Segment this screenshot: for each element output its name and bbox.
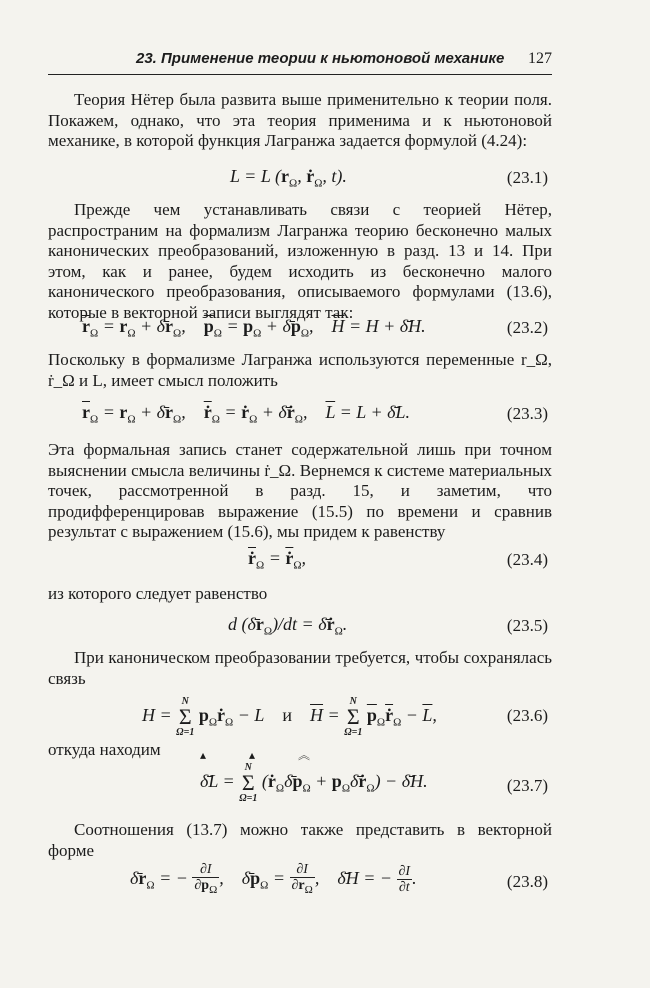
equation-23-2 (48, 316, 552, 344)
equation-23-6-formula: H = N Σ Ω=1 $p_\Omega ṙ_\Omega - L$ и $\overline{H}$ = N Σ Ω=1 $\overline{p}_\Omega\overline{ṙ}_\Omega - \overline{L}$, (142, 696, 437, 738)
equation-23-5-formula: d $(\deltār_\Omega)/dt$ = δ̄ṙ$_\Omega$. (228, 614, 348, 638)
equation-23-1-formula: L = L ($r_\Omega$, ṙ$_\Omega$, t). (230, 166, 347, 190)
equation-23-7 (48, 762, 552, 802)
paragraph-4: Эта формальная запись станет содержательной лишь при точном выяснении смысла величины ṙ_Ω. Вернемся к системе материальных точек, рассмотренной в разд. 15, и заметим, что продифференцировав выражение (15.5) по времени и сравнив результат с выражением (15.6), мы придем к равенству (48, 440, 552, 541)
equation-23-3-formula: $\overline{r}_\Omega = r_\Omega$ + $\deltār_\Omega$, $\overline{ṙ}_\Omega$ = ṙ$_\Omega$ + δ̄ṙ$_\Omega$, $\overline{L} = L$ + δ̄L. (82, 402, 411, 426)
paragraph-1: Теория Нётер была развита выше применительно к теории поля. Покажем, однако, что эта теория применима и к ньютоновой механике, в которой функция Лагранжа задается формулой (4.24): (48, 90, 552, 150)
paragraph-7: откуда находим (48, 740, 161, 759)
stray-print-marks: ▴ ▴ ︽ (200, 748, 331, 762)
section-title: 23. Применение теории к ньютоновой механике (136, 50, 505, 67)
page-number: 127 (528, 50, 552, 67)
equation-23-8-formula: $\deltār_\Omega$ = − $\frac{\partial I}{\partial p_\Omega}$ , $\deltāp_\Omega$ = $\frac{\partial I}{\partial r_\Omega}$ , δ̄H = − $\frac{\partial I}{\partial t}$ . (130, 862, 417, 896)
paragraph-6: При каноническом преобразовании требуется, чтобы сохранялась связь (48, 648, 552, 688)
equation-23-4-formula: $\overline{ṙ}_\Omega = \overline{ṙ}_\Omega$, (248, 548, 307, 572)
equation-23-2-formula: $\overline{r}_\Omega = r_\Omega$ + $\deltār_\Omega$, $\overline{p}_\Omega = p_\Omega$ + $\deltāp_\Omega$, $\overline{H} = H$ + δ̄H. (82, 316, 426, 340)
equation-23-4 (48, 548, 552, 576)
equation-23-1-number: (23.1) (506, 168, 548, 187)
equation-23-2-number: (23.2) (506, 318, 548, 337)
equation-23-7-formula: δ̄L = N Σ Ω=1 ($ṙ_\Omega\deltāp_\Omega$ + $p_\Omega\deltāṙ_\Omega$) − δ̄H. (200, 762, 428, 804)
equation-23-8 (48, 860, 552, 900)
equation-23-6-number: (23.6) (506, 706, 548, 725)
equation-23-3 (48, 402, 552, 430)
equation-23-5 (48, 614, 552, 642)
paragraph-8: Соотношения (13.7) можно также представить в векторной форме (48, 820, 552, 860)
paragraph-2: Прежде чем устанавливать связи с теорией Нётер, распространим на формализм Лагранжа теорию бесконечно малых канонических преобразований, изложенную в разд. 13 и 14. При этом, как и ранее, будем исходить из бесконечно малого канонического преобразования, описываемого формулами (13.6), которые в векторной записи выглядят так: (48, 200, 552, 322)
paragraph-5: из которого следует равенство (48, 584, 268, 603)
equation-23-4-number: (23.4) (506, 550, 548, 569)
equation-23-5-number: (23.5) (506, 616, 548, 635)
equation-23-7-number: (23.7) (506, 776, 548, 795)
equation-23-6 (48, 696, 552, 736)
running-header (48, 50, 552, 75)
paragraph-3: Поскольку в формализме Лагранжа используются переменные r_Ω, ṙ_Ω и L, имеет смысл положить (48, 350, 552, 390)
equation-23-3-number: (23.3) (506, 404, 548, 423)
equation-23-6-conjunction: и (282, 705, 293, 726)
equation-23-1 (48, 166, 552, 194)
equation-23-8-number: (23.8) (506, 872, 548, 891)
